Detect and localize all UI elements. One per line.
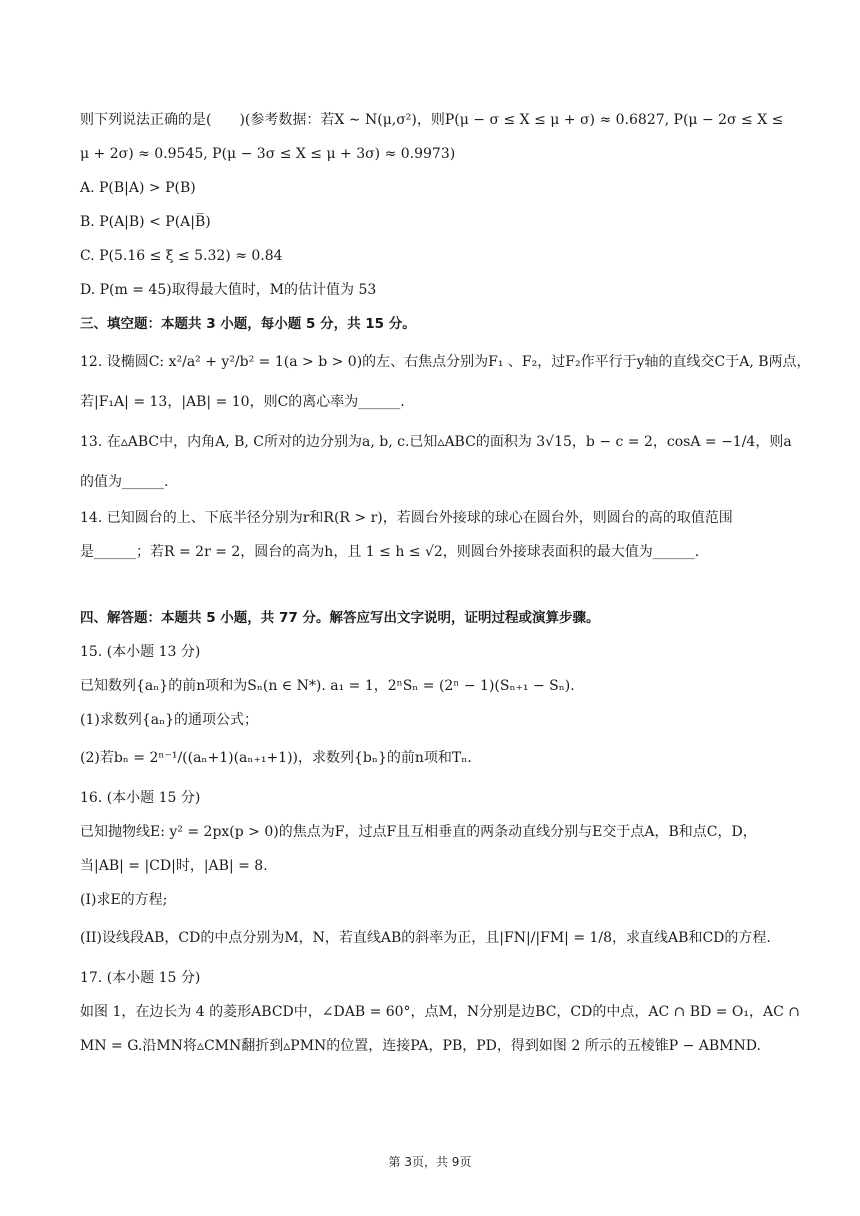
question-13-line-2: 的值为______. xyxy=(80,474,169,490)
question-16-part-2: (II)设线段AB，CD的中点分别为M，N，若直线AB的斜率为正，且|FN|/|FM| = 1/8，求直线AB和CD的方程. xyxy=(80,930,771,946)
question-17-stem-line-1: 如图 1，在边长为 4 的菱形ABCD中，∠DAB = 60°，点M，N分别是边BC，CD的中点，AC ∩ BD = O₁，AC ∩ xyxy=(80,1004,801,1020)
section-heading-answers: 四、解答题：本题共 5 小题，共 77 分。解答应写出文字说明，证明过程或演算步骤。 xyxy=(80,610,600,626)
option-c: C. P(5.16 ≤ ξ ≤ 5.32) ≈ 0.84 xyxy=(80,248,283,264)
question-16-part-1: (I)求E的方程; xyxy=(80,892,168,908)
question-15-part-2: (2)若bₙ = 2ⁿ⁻¹/((aₙ+1)(aₙ₊₁+1))，求数列{bₙ}的前n项和Tₙ. xyxy=(80,750,472,766)
question-15-stem: 已知数列{aₙ}的前n项和为Sₙ(n ∈ N*). a₁ = 1，2ⁿSₙ = (2ⁿ − 1)(Sₙ₊₁ − Sₙ). xyxy=(80,678,575,694)
question-16-header: 16. (本小题 15 分) xyxy=(80,790,201,806)
question-11-intro-line-1: 则下列说法正确的是( )(参考数据：若X ∼ N(μ,σ²)，则P(μ − σ ≤ X ≤ μ + σ) ≈ 0.6827, P(μ − 2σ ≤ X ≤ xyxy=(80,112,784,128)
question-12-line-1: 12. 设椭圆C: x²/a² + y²/b² = 1(a > b > 0)的左、右焦点分别为F₁ 、F₂，过F₂作平行于y轴的直线交C于A, B两点， xyxy=(80,354,811,370)
question-15-part-1: (1)求数列{aₙ}的通项公式； xyxy=(80,712,259,728)
question-17-stem-line-2: MN = G.沿MN将▵CMN翻折到▵PMN的位置，连接PA，PB，PD，得到如图 2 所示的五棱锥P − ABMND. xyxy=(80,1038,761,1054)
option-d: D. P(m = 45)取得最大值时，M的估计值为 53 xyxy=(80,282,377,298)
option-a: A. P(B|A) > P(B) xyxy=(80,180,196,196)
page-footer: 第 3页，共 9页 xyxy=(388,1155,472,1169)
question-16-stem-line-2: 当|AB| = |CD|时，|AB| = 8. xyxy=(80,858,268,874)
question-13-line-1: 13. 在▵ABC中，内角A, B, C所对的边分别为a, b, c.已知▵ABC的面积为 3√15，b − c = 2，cosA = −1/4，则a xyxy=(80,434,792,450)
option-b: B. P(A|B) < P(A|B̅) xyxy=(80,214,211,230)
question-15-header: 15. (本小题 13 分) xyxy=(80,644,201,660)
question-11-intro-line-2: μ + 2σ) ≈ 0.9545, P(μ − 3σ ≤ X ≤ μ + 3σ) ≈ 0.9973) xyxy=(80,146,456,162)
question-12-line-2: 若|F₁A| = 13，|AB| = 10，则C的离心率为______. xyxy=(80,394,405,410)
section-heading-fill-in: 三、填空题：本题共 3 小题，每小题 5 分，共 15 分。 xyxy=(80,316,416,332)
question-17-header: 17. (本小题 15 分) xyxy=(80,970,201,986)
question-14-line-1: 14. 已知圆台的上、下底半径分别为r和R(R > r)，若圆台外接球的球心在圆台外，则圆台的高的取值范围 xyxy=(80,510,733,526)
question-14-line-2: 是______；若R = 2r = 2，圆台的高为h，且 1 ≤ h ≤ √2，则圆台外接球表面积的最大值为______. xyxy=(80,544,700,560)
question-16-stem-line-1: 已知抛物线E: y² = 2px(p > 0)的焦点为F，过点F且互相垂直的两条动直线分别与E交于点A，B和点C，D， xyxy=(80,824,757,840)
